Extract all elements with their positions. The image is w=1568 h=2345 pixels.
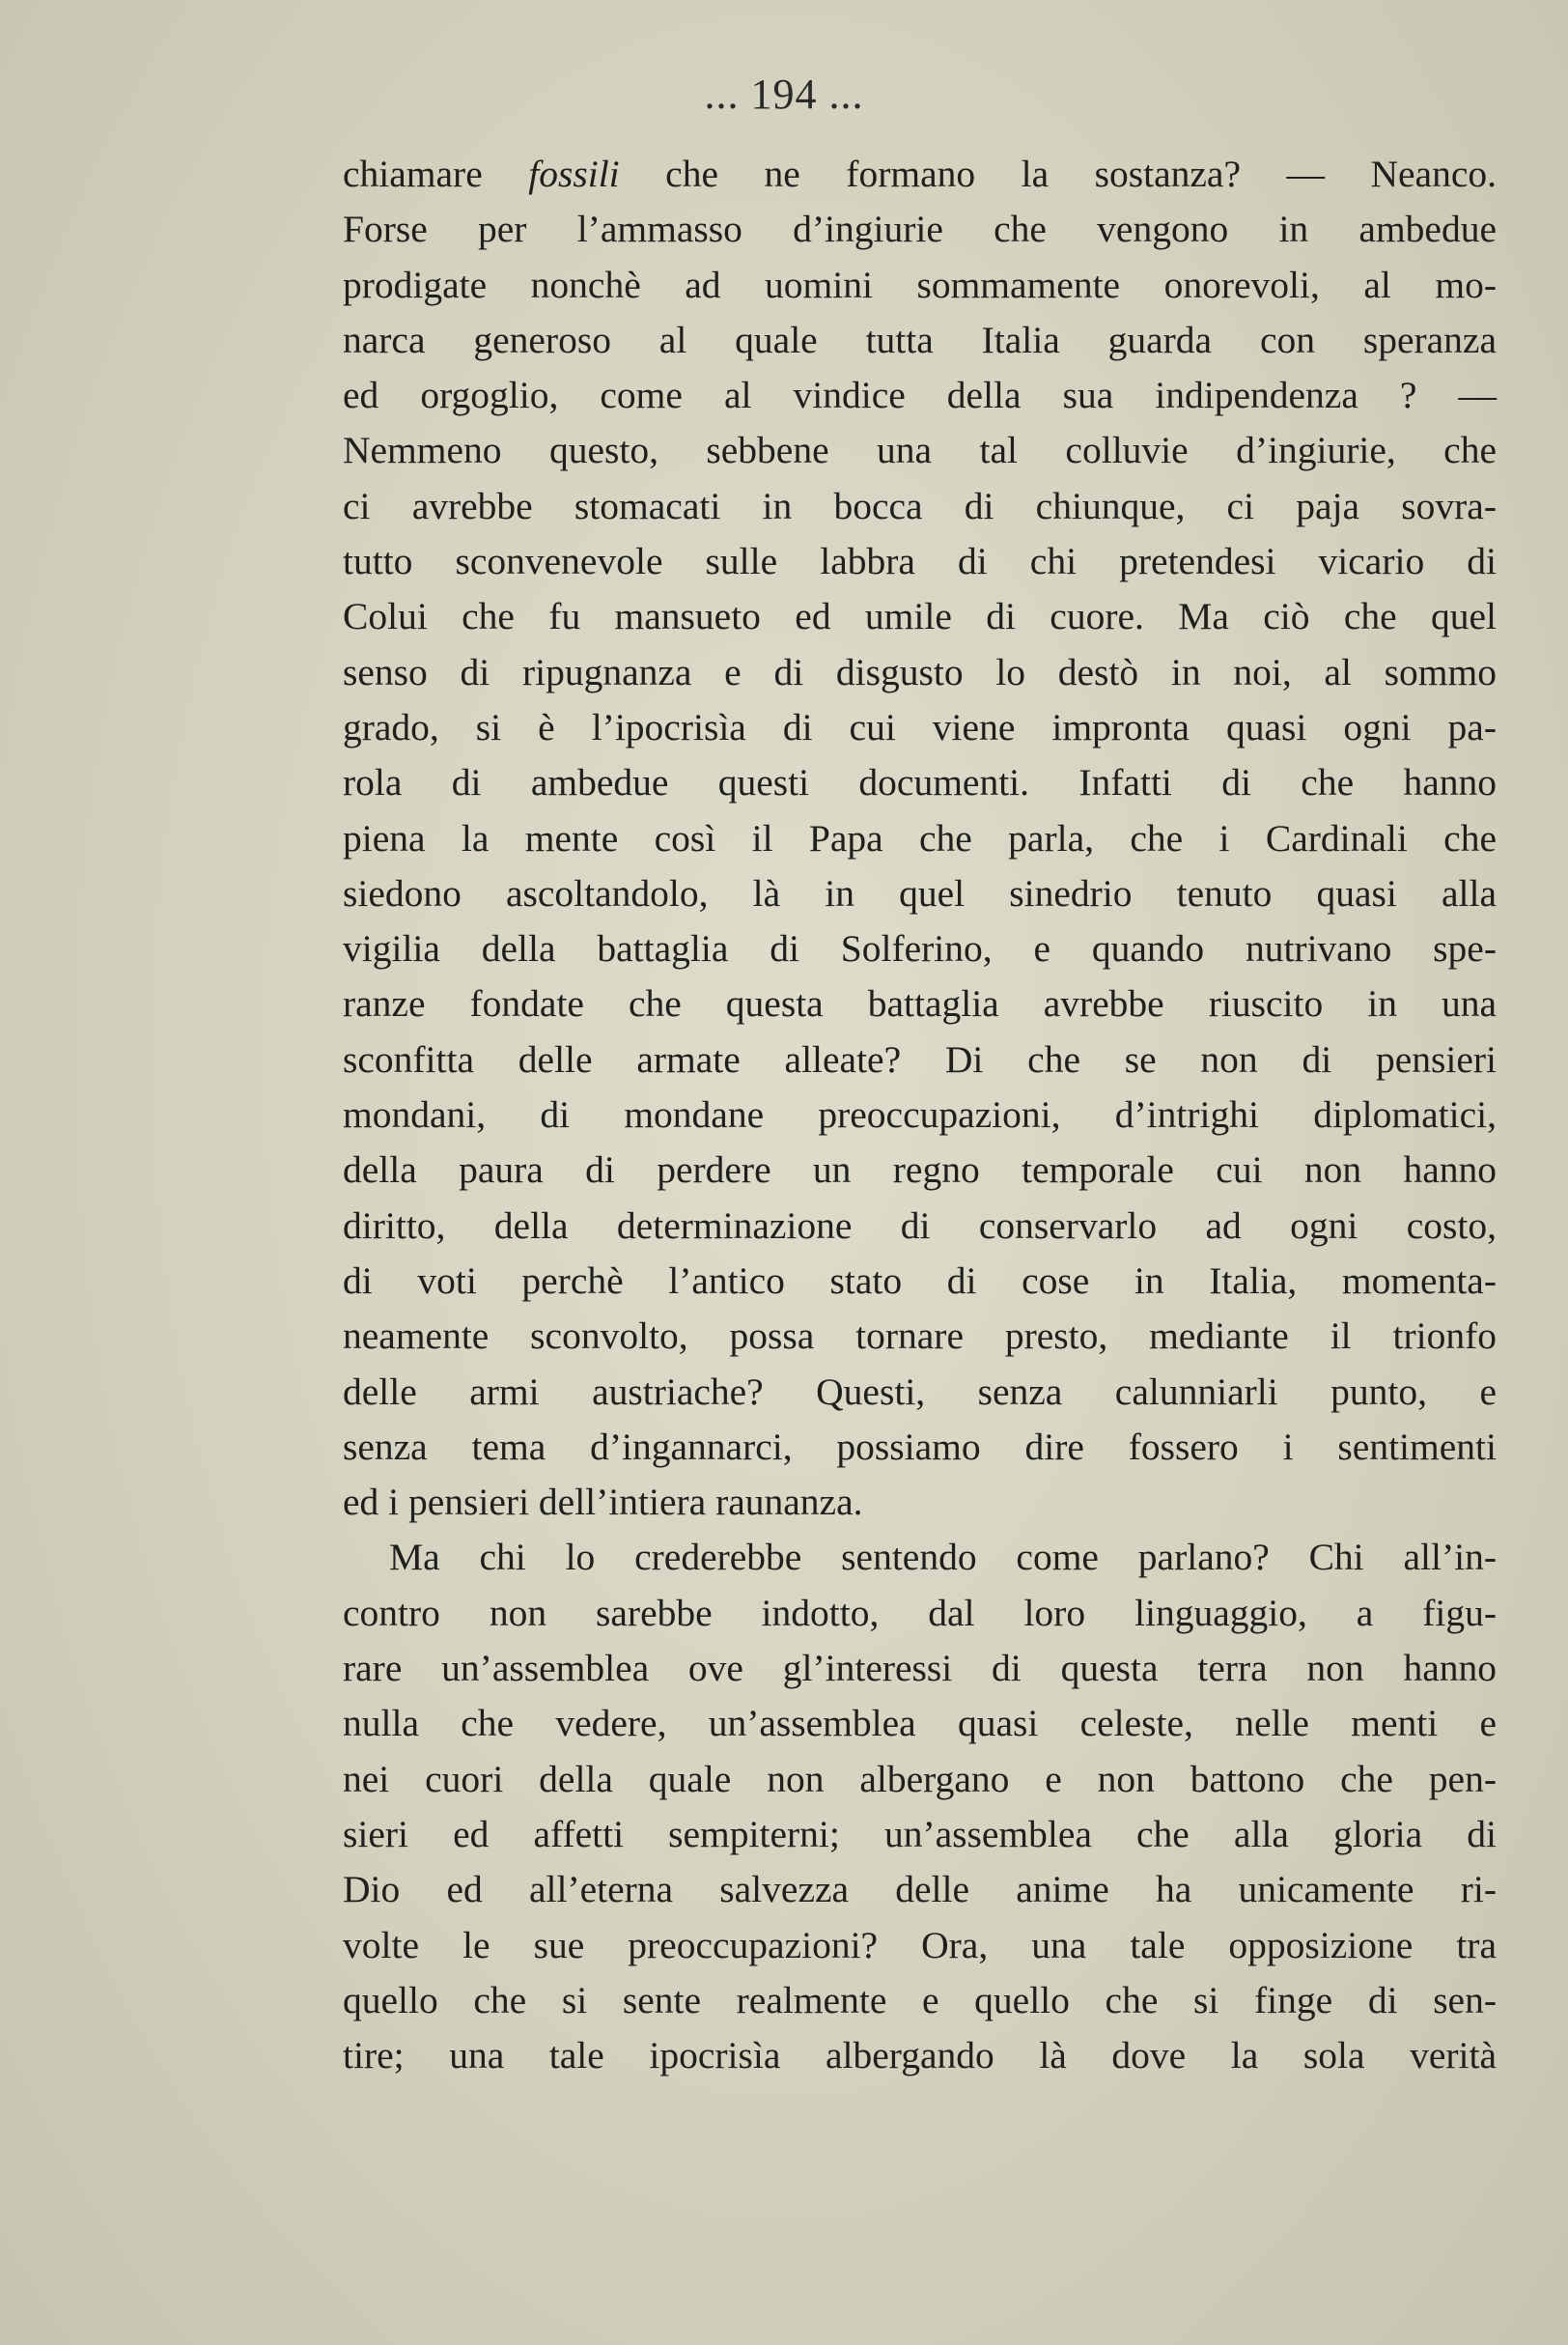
text-line (343, 1862, 1497, 1917)
text-line (343, 1641, 1497, 1696)
text-line (343, 811, 1497, 866)
text-segment: che ne formano la sostanza? — Neanco. (619, 153, 1497, 195)
text-line (343, 1143, 1497, 1198)
text-line (343, 1807, 1497, 1862)
text-segment: quello che si sente realmente e quello che si finge di sen- (343, 1978, 1497, 2021)
text-segment: Nemmeno questo, sebbene una tal colluvie d’ingiurie, che (343, 429, 1497, 472)
text-segment: volte le sue preoccupazioni? Ora, una tale opposizione tra (343, 1923, 1497, 1966)
text-line (343, 645, 1497, 700)
body-text (343, 147, 1497, 2083)
text-line (343, 589, 1497, 644)
text-segment: prodigate nonchè ad uomini sommamente onorevoli, al mo- (343, 263, 1497, 306)
text-segment: nulla che vedere, un’assemblea quasi celeste, nelle menti e (343, 1702, 1497, 1745)
paragraph (343, 1530, 1497, 2083)
text-line (343, 258, 1497, 313)
text-segment: grado, si è l’ipocrisìa di cui viene impronta quasi ogni pa- (343, 705, 1497, 749)
text-line (343, 1696, 1497, 1751)
text-line (343, 1752, 1497, 1807)
text-line (343, 368, 1497, 423)
text-segment: Forse per l’ammasso d’ingiurie che vengono in ambedue (343, 208, 1497, 251)
text-segment: tutto sconvenevole sulle labbra di chi pretendesi vicario di (343, 540, 1497, 583)
text-segment: ranze fondate che questa battaglia avrebbe riuscito in una (343, 982, 1497, 1026)
text-line (343, 1918, 1497, 1973)
text-segment: senza tema d’ingannarci, possiamo dire fossero i sentimenti (343, 1425, 1497, 1468)
text-segment: senso di ripugnanza e di disgusto lo destò in noi, al sommo (343, 650, 1497, 693)
text-line (343, 202, 1497, 257)
text-segment: rola di ambedue questi documenti. Infatti di che hanno (343, 761, 1497, 805)
page-number: ... 194 ... (704, 71, 864, 118)
text-segment: nei cuori della quale non albergano e non battono che pen- (343, 1757, 1497, 1800)
text-segment: chiamare (343, 153, 529, 195)
text-segment: neamente sconvolto, possa tornare presto, mediante il trionfo (343, 1314, 1497, 1358)
text-line (343, 700, 1497, 755)
text-line (343, 534, 1497, 589)
text-segment: della paura di perdere un regno temporale cui non hanno (343, 1148, 1497, 1192)
text-segment: piena la mente così il Papa che parla, che i Cardinali che (343, 816, 1497, 860)
text-line (343, 1254, 1497, 1309)
text-segment: vigilia della battaglia di Solferino, e quando nutrivano spe- (343, 927, 1497, 971)
text-segment: contro non sarebbe indotto, dal loro linguaggio, a figu- (343, 1591, 1497, 1634)
text-segment: siedono ascoltandolo, là in quel sinedrio tenuto quasi alla (343, 871, 1497, 915)
text-line (343, 2028, 1497, 2083)
text-line (343, 1032, 1497, 1088)
text-line (343, 1530, 1497, 1585)
text-line (343, 976, 1497, 1031)
text-segment: Colui che fu mansueto ed umile di cuore. Ma ciò che quel (343, 595, 1497, 638)
text-line (343, 866, 1497, 921)
text-segment: tire; una tale ipocrisìa albergando là dove la sola verità (343, 2034, 1497, 2077)
italic-word: fossili (528, 153, 620, 195)
text-segment: narca generoso al quale tutta Italia guarda con speranza (343, 318, 1497, 361)
text-line (343, 1586, 1497, 1641)
text-line (343, 1365, 1497, 1420)
text-line (343, 1088, 1497, 1143)
text-segment: ed i pensieri dell’intiera raunanza. (343, 1481, 863, 1524)
paragraph (343, 147, 1497, 1530)
text-line (343, 423, 1497, 478)
text-line (343, 755, 1497, 810)
text-segment: sconfitta delle armate alleate? Di che se non di pensieri (343, 1037, 1497, 1081)
text-segment: Ma chi lo crederebbe sentendo come parlano? Chi all’in- (389, 1536, 1497, 1579)
text-segment: diritto, della determinazione di conservarlo ad ogni costo, (343, 1203, 1497, 1247)
text-segment: sieri ed affetti sempiterni; un’assemblea che alla gloria di (343, 1812, 1497, 1855)
text-line (343, 313, 1497, 368)
text-segment: ed orgoglio, come al vindice della sua indipendenza ? — (343, 374, 1497, 417)
text-line (343, 1475, 1497, 1530)
text-segment: rare un’assemblea ove gl’interessi di questa terra non hanno (343, 1647, 1497, 1690)
text-line (343, 1973, 1497, 2028)
text-segment: Dio ed all’eterna salvezza delle anime ha unicamente ri- (343, 1868, 1497, 1911)
text-segment: di voti perchè l’antico stato di cose in Italia, momenta- (343, 1258, 1497, 1302)
text-line (343, 921, 1497, 976)
text-segment: mondani, di mondane preoccupazioni, d’intrighi diplomatici, (343, 1093, 1497, 1137)
text-line (343, 1199, 1497, 1254)
text-line (343, 147, 1497, 202)
text-segment: delle armi austriache? Questi, senza calunniarli punto, e (343, 1370, 1497, 1413)
text-line (343, 1309, 1497, 1364)
text-line (343, 479, 1497, 534)
text-segment: ci avrebbe stomacati in bocca di chiunque, ci paja sovra- (343, 484, 1497, 527)
text-line (343, 1420, 1497, 1475)
